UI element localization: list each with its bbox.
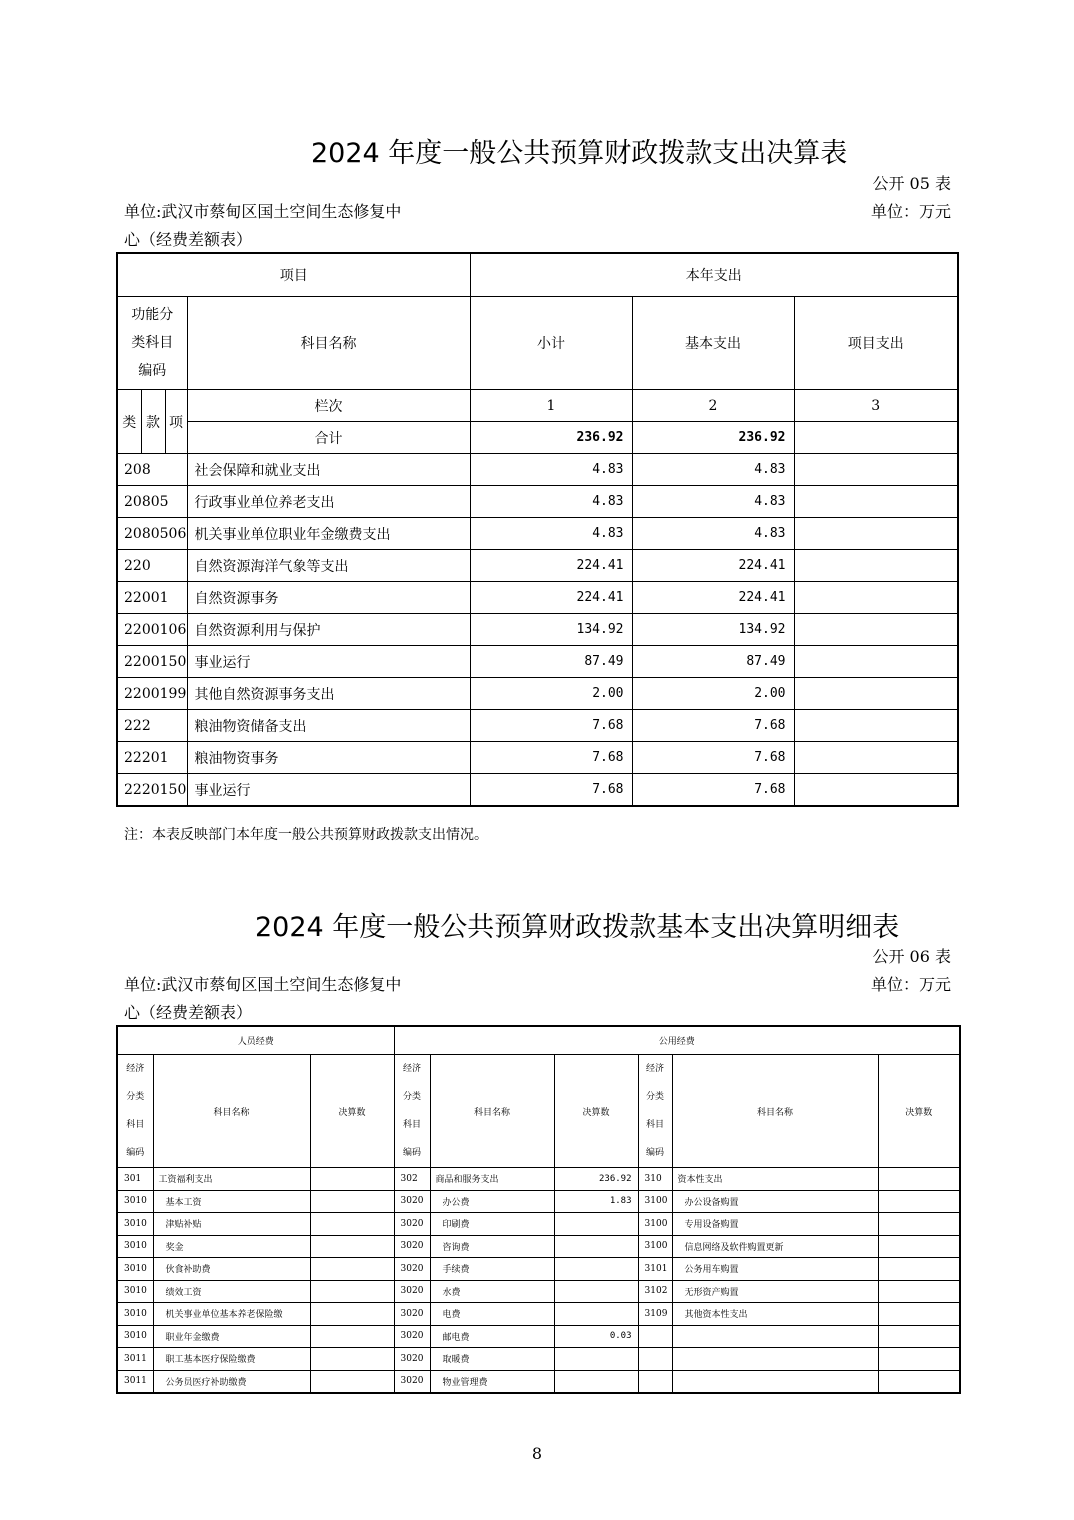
row-basic: 4.83 [632, 518, 794, 550]
row-project [794, 454, 958, 486]
capital-code: 3100 [638, 1190, 672, 1213]
row-code: 22001 [117, 582, 187, 614]
header-personnel: 人员经费 [117, 1026, 394, 1055]
row-code: 222 [117, 710, 187, 742]
row-subtotal: 4.83 [470, 518, 632, 550]
personnel-name: 绩效工资 [153, 1280, 310, 1303]
row-name: 其他自然资源事务支出 [187, 678, 470, 710]
table-row [117, 1168, 960, 1191]
capital-name: 办公设备购置 [672, 1190, 878, 1213]
personnel-code: 3010 [117, 1325, 153, 1348]
capital-amount [878, 1303, 960, 1326]
row-subtotal: 224.41 [470, 550, 632, 582]
row-basic: 87.49 [632, 646, 794, 678]
row-basic: 134.92 [632, 614, 794, 646]
header-amount: 决算数 [878, 1055, 960, 1168]
table-row [117, 454, 958, 486]
row-project [794, 614, 958, 646]
personnel-amount [310, 1280, 394, 1303]
row-basic: 7.68 [632, 774, 794, 807]
row-name: 事业运行 [187, 646, 470, 678]
table1-unit-left-1: 单位:武汉市蔡甸区国土空间生态修复中 [124, 202, 402, 221]
header-subject-name: 科目名称 [153, 1055, 310, 1168]
row-project [794, 518, 958, 550]
table-row [117, 1213, 960, 1236]
capital-amount [878, 1348, 960, 1371]
goods-name: 邮电费 [430, 1325, 554, 1348]
table-row [117, 1258, 960, 1281]
row-basic: 224.41 [632, 582, 794, 614]
table-row [117, 678, 958, 710]
capital-name [672, 1325, 878, 1348]
row-code: 2080506 [117, 518, 187, 550]
goods-amount [554, 1258, 638, 1281]
goods-amount [554, 1280, 638, 1303]
goods-amount: 1.83 [554, 1190, 638, 1213]
capital-amount [878, 1325, 960, 1348]
table2-title: 2024 年度一般公共预算财政拨款基本支出决算明细表 [255, 912, 900, 943]
capital-code: 3101 [638, 1258, 672, 1281]
row-project [794, 678, 958, 710]
page-number: 8 [531, 1444, 543, 1463]
table-row [117, 486, 958, 518]
header-amount: 决算数 [554, 1055, 638, 1168]
goods-name: 水费 [430, 1280, 554, 1303]
table2-unit-left-1: 单位:武汉市蔡甸区国土空间生态修复中 [124, 975, 402, 994]
goods-code: 3020 [394, 1235, 430, 1258]
header-col2: 2 [632, 390, 794, 422]
header-amount: 决算数 [310, 1055, 394, 1168]
goods-code: 3020 [394, 1348, 430, 1371]
table-row [117, 614, 958, 646]
row-project [794, 646, 958, 678]
header-subtotal: 小计 [470, 297, 632, 390]
goods-amount [554, 1370, 638, 1393]
capital-amount [878, 1370, 960, 1393]
personnel-amount [310, 1303, 394, 1326]
capital-amount [878, 1190, 960, 1213]
table-row [117, 646, 958, 678]
goods-code: 3020 [394, 1190, 430, 1213]
table2-unit-right: 单位：万元 [870, 975, 951, 994]
goods-amount [554, 1213, 638, 1236]
personnel-code: 3011 [117, 1348, 153, 1371]
header-subject-name: 科目名称 [672, 1055, 878, 1168]
row-name: 行政事业单位养老支出 [187, 486, 470, 518]
row-subtotal: 7.68 [470, 710, 632, 742]
header-kuan: 款 [141, 390, 165, 454]
personnel-code: 3010 [117, 1258, 153, 1281]
header-xiang: 项 [165, 390, 187, 454]
basic-expenditure-detail-table [116, 1025, 961, 1394]
personnel-name: 奖金 [153, 1235, 310, 1258]
header-econ-code: 经济 分类 科目 编码 [638, 1055, 672, 1168]
row-name: 自然资源事务 [187, 582, 470, 614]
header-subject-name: 科目名称 [430, 1055, 554, 1168]
table1-title: 2024 年度一般公共预算财政拨款支出决算表 [311, 138, 848, 169]
personnel-code: 3011 [117, 1370, 153, 1393]
goods-name: 取暖费 [430, 1348, 554, 1371]
goods-amount: 236.92 [554, 1168, 638, 1191]
capital-name: 无形资产购置 [672, 1280, 878, 1303]
goods-name: 物业管理费 [430, 1370, 554, 1393]
goods-name: 电费 [430, 1303, 554, 1326]
goods-name: 商品和服务支出 [430, 1168, 554, 1191]
capital-name: 公务用车购置 [672, 1258, 878, 1281]
row-name: 社会保障和就业支出 [187, 454, 470, 486]
personnel-code: 301 [117, 1168, 153, 1191]
capital-amount [878, 1168, 960, 1191]
goods-code: 3020 [394, 1280, 430, 1303]
row-name: 机关事业单位职业年金缴费支出 [187, 518, 470, 550]
personnel-amount [310, 1370, 394, 1393]
personnel-amount [310, 1190, 394, 1213]
personnel-name: 公务员医疗补助缴费 [153, 1370, 310, 1393]
personnel-amount [310, 1325, 394, 1348]
goods-amount: 0.03 [554, 1325, 638, 1348]
personnel-code: 3010 [117, 1235, 153, 1258]
total-subtotal: 236.92 [470, 422, 632, 454]
goods-code: 3020 [394, 1325, 430, 1348]
header-column-no: 栏次 [187, 390, 470, 422]
row-name: 自然资源海洋气象等支出 [187, 550, 470, 582]
row-subtotal: 224.41 [470, 582, 632, 614]
row-project [794, 710, 958, 742]
row-project [794, 486, 958, 518]
total-project [794, 422, 958, 454]
row-name: 自然资源利用与保护 [187, 614, 470, 646]
personnel-amount [310, 1348, 394, 1371]
table2-form-no: 公开 06 表 [872, 947, 951, 966]
capital-code [638, 1370, 672, 1393]
header-project-exp: 项目支出 [794, 297, 958, 390]
header-this-year: 本年支出 [470, 253, 958, 297]
total-basic: 236.92 [632, 422, 794, 454]
capital-name [672, 1370, 878, 1393]
personnel-name: 职工基本医疗保险缴费 [153, 1348, 310, 1371]
row-code: 208 [117, 454, 187, 486]
row-subtotal: 7.68 [470, 774, 632, 807]
header-econ-code: 经济 分类 科目 编码 [117, 1055, 153, 1168]
capital-name [672, 1348, 878, 1371]
row-subtotal: 2.00 [470, 678, 632, 710]
table-row [117, 550, 958, 582]
capital-amount [878, 1213, 960, 1236]
goods-amount [554, 1303, 638, 1326]
row-subtotal: 7.68 [470, 742, 632, 774]
row-basic: 7.68 [632, 710, 794, 742]
personnel-code: 3010 [117, 1303, 153, 1326]
capital-name: 其他资本性支出 [672, 1303, 878, 1326]
goods-amount [554, 1235, 638, 1258]
personnel-code: 3010 [117, 1190, 153, 1213]
personnel-amount [310, 1258, 394, 1281]
table-row [117, 1235, 960, 1258]
table-row [117, 1303, 960, 1326]
row-name: 事业运行 [187, 774, 470, 807]
goods-code: 3020 [394, 1213, 430, 1236]
personnel-name: 工资福利支出 [153, 1168, 310, 1191]
row-code: 2200106 [117, 614, 187, 646]
table-row [117, 774, 958, 807]
capital-name: 信息网络及软件购置更新 [672, 1235, 878, 1258]
row-code: 2200199 [117, 678, 187, 710]
goods-name: 咨询费 [430, 1235, 554, 1258]
row-subtotal: 134.92 [470, 614, 632, 646]
personnel-name: 职业年金缴费 [153, 1325, 310, 1348]
header-col1: 1 [470, 390, 632, 422]
header-lei: 类 [117, 390, 141, 454]
row-code: 220 [117, 550, 187, 582]
goods-code: 3020 [394, 1370, 430, 1393]
personnel-code: 3010 [117, 1280, 153, 1303]
goods-code: 3020 [394, 1258, 430, 1281]
row-basic: 4.83 [632, 454, 794, 486]
row-basic: 224.41 [632, 550, 794, 582]
capital-code: 3100 [638, 1235, 672, 1258]
goods-name: 办公费 [430, 1190, 554, 1213]
capital-name: 专用设备购置 [672, 1213, 878, 1236]
total-label: 合计 [187, 422, 470, 454]
goods-name: 印刷费 [430, 1213, 554, 1236]
header-col3: 3 [794, 390, 958, 422]
capital-amount [878, 1258, 960, 1281]
table-row [117, 518, 958, 550]
table-row [117, 742, 958, 774]
row-code: 2220150 [117, 774, 187, 807]
capital-code [638, 1325, 672, 1348]
header-public: 公用经费 [394, 1026, 960, 1055]
appropriation-expenditure-table [116, 252, 959, 807]
row-code: 22201 [117, 742, 187, 774]
table1-unit-left-2: 心（经费差额表） [124, 230, 253, 249]
goods-code: 302 [394, 1168, 430, 1191]
capital-code [638, 1348, 672, 1371]
row-subtotal: 4.83 [470, 486, 632, 518]
goods-code: 3020 [394, 1303, 430, 1326]
capital-amount [878, 1235, 960, 1258]
personnel-amount [310, 1235, 394, 1258]
capital-code: 310 [638, 1168, 672, 1191]
header-econ-code: 经济 分类 科目 编码 [394, 1055, 430, 1168]
table-row [117, 710, 958, 742]
row-basic: 7.68 [632, 742, 794, 774]
row-name: 粮油物资储备支出 [187, 710, 470, 742]
row-project [794, 550, 958, 582]
capital-code: 3109 [638, 1303, 672, 1326]
header-project: 项目 [117, 253, 470, 297]
table-row [117, 1280, 960, 1303]
table1-form-no: 公开 05 表 [872, 174, 951, 193]
personnel-amount [310, 1213, 394, 1236]
row-subtotal: 4.83 [470, 454, 632, 486]
personnel-name: 津贴补贴 [153, 1213, 310, 1236]
row-basic: 2.00 [632, 678, 794, 710]
row-project [794, 742, 958, 774]
personnel-amount [310, 1168, 394, 1191]
capital-code: 3102 [638, 1280, 672, 1303]
table1-unit-right: 单位：万元 [870, 202, 951, 221]
table1-note: 注：本表反映部门本年度一般公共预算财政拨款支出情况。 [124, 827, 488, 843]
row-name: 粮油物资事务 [187, 742, 470, 774]
row-basic: 4.83 [632, 486, 794, 518]
header-subject-name: 科目名称 [187, 297, 470, 390]
header-func-code: 功能分 类科目 编码 [117, 297, 187, 390]
table-row [117, 1190, 960, 1213]
goods-amount [554, 1348, 638, 1371]
row-subtotal: 87.49 [470, 646, 632, 678]
row-code: 20805 [117, 486, 187, 518]
personnel-code: 3010 [117, 1213, 153, 1236]
goods-name: 手续费 [430, 1258, 554, 1281]
capital-code: 3100 [638, 1213, 672, 1236]
personnel-name: 基本工资 [153, 1190, 310, 1213]
total-row [117, 422, 958, 454]
table-row [117, 1348, 960, 1371]
table-row [117, 582, 958, 614]
personnel-name: 伙食补助费 [153, 1258, 310, 1281]
capital-amount [878, 1280, 960, 1303]
table-row [117, 1325, 960, 1348]
row-project [794, 582, 958, 614]
row-project [794, 774, 958, 807]
capital-name: 资本性支出 [672, 1168, 878, 1191]
table-row [117, 1370, 960, 1393]
table2-unit-left-2: 心（经费差额表） [124, 1003, 253, 1022]
personnel-name: 机关事业单位基本养老保险缴 [153, 1303, 310, 1326]
row-code: 2200150 [117, 646, 187, 678]
header-basic: 基本支出 [632, 297, 794, 390]
